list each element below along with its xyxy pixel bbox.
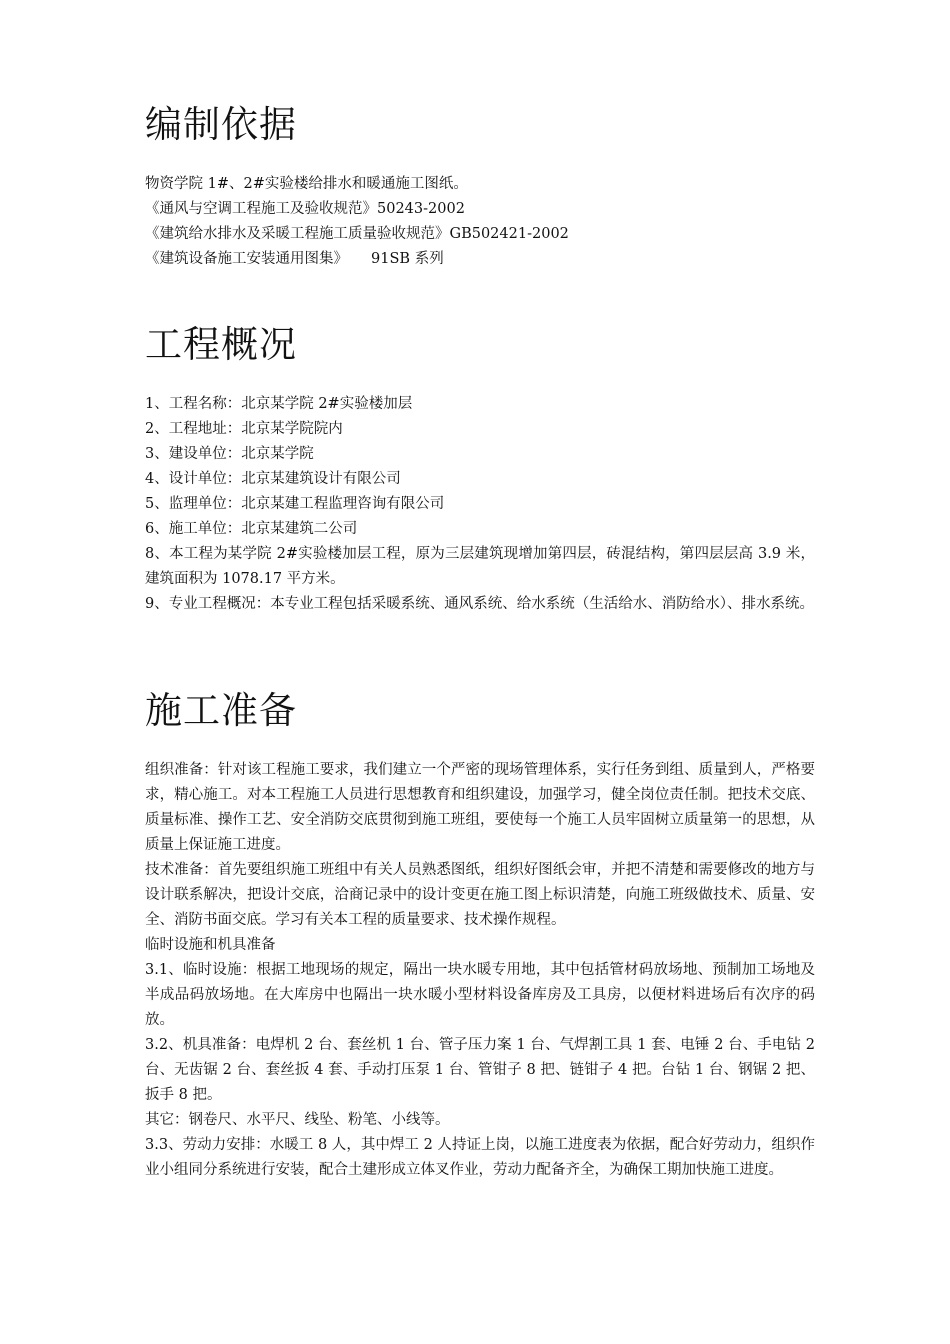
overview-line-9: 9、专业工程概况：本专业工程包括采暖系统、通风系统、给水系统（生活给水、消防给水）、排水系统。	[145, 596, 814, 612]
document-content	[145, 98, 815, 1183]
overview-line-6: 6、施工单位：北京某建筑二公司	[145, 521, 358, 537]
section-heading-overview: 工程概况	[145, 323, 297, 366]
prep-other: 其它：钢卷尺、水平尺、线坠、粉笔、小线等。	[145, 1112, 450, 1128]
section-body-preparation	[145, 758, 815, 1183]
section-overview	[145, 318, 815, 684]
overview-line-1: 1、工程名称：北京某学院 2#实验楼加层	[145, 396, 413, 412]
prep-facilities-title: 临时设施和机具准备	[145, 937, 276, 953]
overview-line-4: 4、设计单位：北京某建筑设计有限公司	[145, 471, 401, 487]
overview-line-5: 5、监理单位：北京某建工程监理咨询有限公司	[145, 496, 445, 512]
basis-line-2: 《通风与空调工程施工及验收规范》50243-2002	[145, 201, 465, 217]
prep-equipment: 3.2、机具准备：电焊机 2 台、套丝机 1 台、管子压力案 1 台、气焊割工具 1 套、电锤 2 台、手电钻 2 台、无齿锯 2 台、套丝扳 4 套、手动打压泵 1 台、管钳子 8 把、链钳子 4 把。台钻 1 台、钢锯 2 把、扳手 8 把。	[145, 1037, 815, 1103]
section-preparation	[145, 684, 815, 1183]
section-basis	[145, 98, 815, 318]
prep-technical: 技术准备：首先要组织施工班组中有关人员熟悉图纸，组织好图纸会审，并把不清楚和需要修改的地方与设计联系解决，把设计交底，洽商记录中的设计变更在施工图上标识清楚，向施工班级做技术、质量、安全、消防书面交底。学习有关本工程的质量要求、技术操作规程。	[145, 862, 815, 928]
basis-line-1: 物资学院 1#、2#实验楼给排水和暖通施工图纸。	[145, 176, 468, 192]
basis-line-4: 《建筑设备施工安装通用图集》 91SB 系列	[145, 251, 444, 267]
prep-organization: 组织准备：针对该工程施工要求，我们建立一个严密的现场管理体系，实行任务到组、质量到人，严格要求，精心施工。对本工程施工人员进行思想教育和组织建设，加强学习，健全岗位责任制。把技术交底、质量标准、操作工艺、安全消防交底贯彻到施工班组，要使每一个施工人员牢固树立质量第一的思想，从质量上保证施工进度。	[145, 762, 815, 853]
section-heading-preparation: 施工准备	[145, 689, 297, 732]
overview-line-3: 3、建设单位：北京某学院	[145, 446, 314, 462]
section-body-basis	[145, 172, 815, 272]
prep-labor: 3.3、劳动力安排：水暖工 8 人，其中焊工 2 人持证上岗，以施工进度表为依据，配合好劳动力，组织作业小组同分系统进行安装，配合土建形成立体叉作业，劳动力配备齐全，为确保工期加快施工进度。	[145, 1137, 815, 1178]
overview-line-2: 2、工程地址：北京某学院院内	[145, 421, 343, 437]
prep-temporary-facilities: 3.1、临时设施：根据工地现场的规定，隔出一块水暖专用地，其中包括管材码放场地、预制加工场地及半成品码放场地。在大库房中也隔出一块水暖小型材料设备库房及工具房，以便材料进场后有次序的码放。	[145, 962, 815, 1028]
section-body-overview	[145, 392, 815, 617]
overview-line-8: 8、本工程为某学院 2#实验楼加层工程，原为三层建筑现增加第四层，砖混结构，第四层层高 3.9 米，建筑面积为 1078.17 平方米。	[145, 546, 815, 587]
basis-line-3: 《建筑给水排水及采暖工程施工质量验收规范》GB502421-2002	[145, 226, 569, 242]
section-heading-basis: 编制依据	[145, 103, 297, 146]
